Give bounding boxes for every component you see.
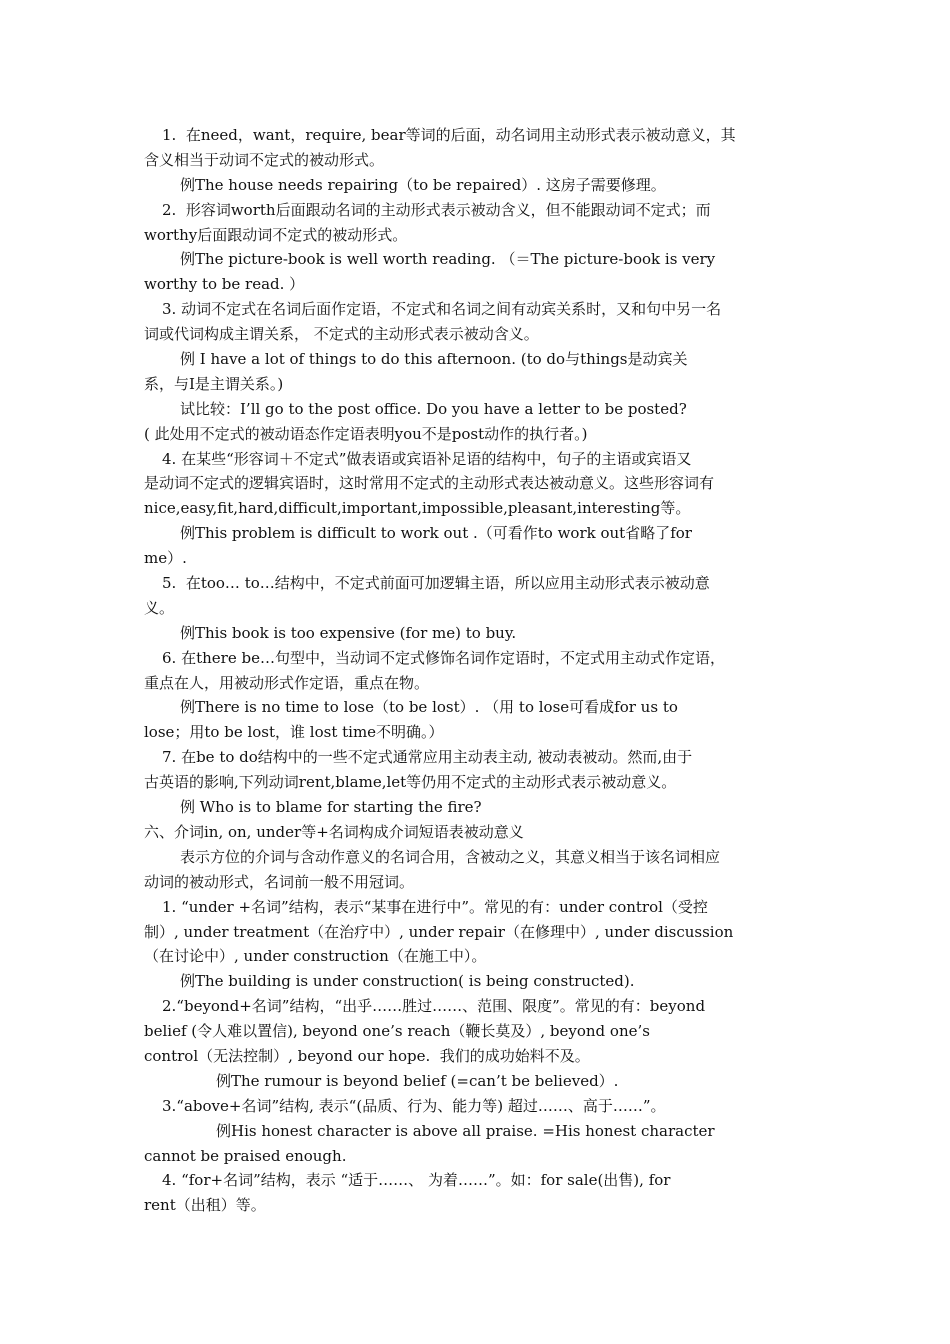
paragraph-line: 7. 在be to do结构中的一些不定式通常应用主动表主动, 被动表被动。然而,由于	[162, 748, 693, 767]
paragraph-line: 表示方位的介词与含动作意义的名词合用，含被动之义，其意义相当于该名词相应	[180, 847, 721, 866]
example-line: 例 Who is to blame for starting the fire?	[180, 798, 482, 817]
paragraph-line: 动词的被动形式，名词前一般不用冠词。	[144, 872, 415, 891]
paragraph-line: rent（出租）等。	[144, 1196, 266, 1215]
section-heading: 六、介词in, on, under等+名词构成介词短语表被动意义	[144, 822, 524, 841]
paragraph-line: 4. “for+名词”结构，表示 “适于……、 为着……”。如：for sale(出售), for	[162, 1171, 671, 1190]
paragraph-line: 2.“beyond+名词”结构，“出乎……胜过……、范围、限度”。常见的有：beyond	[162, 997, 706, 1016]
paragraph-line: 4. 在某些“形容词＋不定式”做表语或宾语补足语的结构中，句子的主语或宾语又	[162, 449, 692, 468]
example-line: 例This book is too expensive (for me) to buy.	[180, 623, 517, 642]
example-line: lose；用to be lost，谁 lost time不明确。）	[144, 723, 444, 742]
paragraph-line: belief (令人难以置信), beyond one’s reach（鞭长莫及）, beyond one’s	[144, 1022, 650, 1041]
paragraph-line: 制）, under treatment（在治疗中）, under repair（在修理中）, under discussion	[144, 922, 734, 941]
example-line: worthy to be read. ）	[144, 275, 305, 294]
document-body	[144, 123, 808, 1218]
example-line: 例There is no time to lose（to be lost）. （用 to lose可看成for us to	[180, 698, 678, 717]
example-line: 例The picture-book is well worth reading. （＝The picture-book is very	[180, 250, 716, 269]
comparison-line: ( 此处用不定式的被动语态作定语表明you不是post动作的执行者。)	[144, 424, 588, 443]
example-line: 例 I have a lot of things to do this afternoon. (to do与things是动宾关	[180, 350, 688, 369]
example-line: 例The building is under construction( is being constructed).	[180, 972, 635, 991]
example-line: 例His honest character is above all praise. =His honest character	[216, 1121, 715, 1140]
paragraph-line: worthy后面跟动词不定式的被动形式。	[144, 225, 408, 244]
paragraph-line: 6. 在there be…句型中，当动词不定式修饰名词作定语时，不定式用主动式作定语，	[162, 648, 725, 667]
paragraph-line: 3. 动词不定式在名词后面作定语，不定式和名词之间有动宾关系时，又和句中另一名	[162, 300, 722, 319]
comparison-line: 试比较：I’ll go to the post office. Do you have a letter to be posted?	[180, 399, 687, 418]
paragraph-line: 义。	[144, 598, 175, 617]
paragraph-line: 重点在人，用被动形式作定语，重点在物。	[144, 673, 430, 692]
paragraph-line: nice,easy,fit,hard,difficult,important,impossible,pleasant,interesting等。	[144, 499, 691, 518]
example-line: 例The rumour is beyond belief (=can’t be believed）.	[216, 1071, 619, 1090]
paragraph-line: （在讨论中）, under construction（在施工中）。	[144, 947, 487, 966]
paragraph-line: 词或代词构成主谓关系， 不定式的主动形式表示被动含义。	[144, 325, 539, 344]
example-line: 例The house needs repairing（to be repaired）. 这房子需要修理。	[180, 175, 666, 194]
paragraph-line: 古英语的影响,下列动词rent,blame,let等仍用不定式的主动形式表示被动意义。	[144, 773, 677, 792]
paragraph-line: 3.“above+名词”结构, 表示“(品质、行为、能力等) 超过……、高于……”。	[162, 1096, 666, 1115]
paragraph-line: 是动词不定式的逻辑宾语时，这时常用不定式的主动形式表达被动意义。这些形容词有	[144, 474, 715, 493]
paragraph-line: 5. 在too… to…结构中，不定式前面可加逻辑主语，所以应用主动形式表示被动意	[162, 574, 710, 593]
example-line: cannot be praised enough.	[144, 1146, 347, 1165]
example-line: me）.	[144, 549, 187, 568]
paragraph-line: 1. “under +名词”结构，表示“某事在进行中”。常见的有：under control（受控	[162, 897, 708, 916]
paragraph-line: 1. 在need，want，require, bear等词的后面，动名词用主动形式表示被动意义，其	[162, 126, 736, 144]
paragraph-line: 2. 形容词worth后面跟动名词的主动形式表示被动含义，但不能跟动词不定式；而	[162, 200, 711, 219]
example-line: 系，与I是主谓关系。)	[144, 374, 284, 393]
example-line: 例This problem is difficult to work out .（可看作to work out省略了for	[180, 524, 692, 543]
paragraph-line: 含义相当于动词不定式的被动形式。	[144, 150, 385, 169]
paragraph-line: control（无法控制）, beyond our hope. 我们的成功始料不及。	[144, 1046, 590, 1065]
